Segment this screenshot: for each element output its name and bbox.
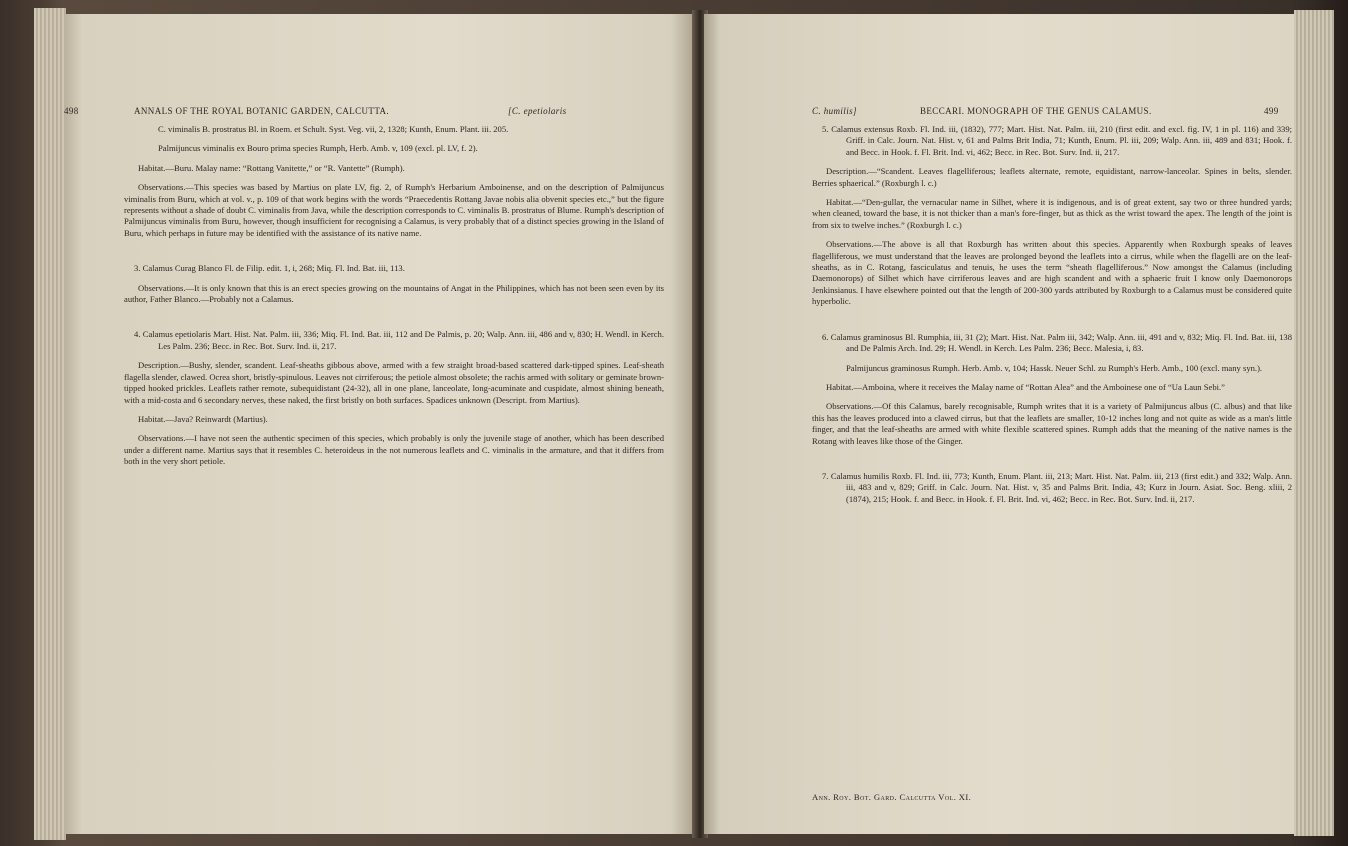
paragraph: Palmijuncus viminalis ex Bouro prima species Rumph, Herb. Amb. v, 109 (excl. pl. LV, f. 2). [158, 143, 478, 154]
paragraph: C. viminalis B. prostratus Bl. in Roem. et Schult. Syst. Veg. vii, 2, 1328; Kunth, Enum. Plant. iii. 205. [158, 124, 509, 134]
right-page-number: 499 [1264, 106, 1279, 116]
paragraph: Habitat.—Java? Reinwardt (Martius). [138, 413, 268, 424]
paragraph: Observations.—This species was based by Martius on plate LV, fig. 2, of Rumph's Herbarium Amboinense, and on the description of Palmijuncus viminalis from Buru, which at vol. v., p. 109 of that work begins with the words “Praecedentis Rottang Javae nobis alia obvenit species etc.,” but the figure represents without a shade of doubt C. viminalis from Java, while the description corresponds to C. viminalis B. prostratus of Blume. Rumph's description of Palmijuncus viminalis from Buru, however, though insufficient for recognising a Calamus, is very probably that of a distinct species growing in the Island of Buru, which perhaps in future may be identified with the assistance of its native name. [124, 182, 665, 238]
paragraph: Description.—Bushy, slender, scandent. Leaf-sheaths gibbous above, armed with a few straight broad-based scattered dark-tipped spines. Leaf-sheath flagella slender, clawed. Ocrea short, bristly-spinulous. Leaves not cirriferous; the petiole almost obsolete; the rachis armed with solitary or geminate brown-tipped hooked prickles. Leaflets rather remote, subequidistant (24-32), all in one plane, lanceolate, long-acuminate and cuspidate, almost shining beneath, with a mid-costa and 6 secondary nerves, these naked, the first bristly on both surfaces. Spadices unknown (Descript. from Martius). [124, 360, 664, 405]
left-column [124, 124, 664, 476]
paragraph: Observations.—The above is all that Roxburgh has written about this species. Apparently when Roxburgh speaks of leaves flagelliferous, we must understand that the leaves are prolonged beyond the leaflets into a cirrus, while when the flagelli are on the leaf-sheaths, as in C. Rotang, fasciculatus and tenuis, he uses the term “sheath flagelliferous.” Now amongst the Calamus (including Daemonorops) of Silhet which have cirriferous leaves and are high scandent and with a sphaeric fruit I know only Daemonorops Jenkinsianus. I have elsewhere pointed out that the length of 200-300 yards attributed by Roxburgh to a Calamus must be considered quite hyperbolic. [812, 239, 1292, 307]
paragraph: Description.—“Scandent. Leaves flagelliferous; leaflets alternate, remote, equidistant, narrow-lanceolar. Spines in belts, slender. Berries sphaerical.” (Roxburgh l. c.) [812, 166, 1292, 188]
species-entry: 6. Calamus graminosus Bl. Rumphia, iii, 31 (2); Mart. Hist. Nat. Palm iii, 342; Walp. Ann. iii, 491 and v, 832; Miq. Fl. Ind. Bat. iii, 138 and De Palmis Arch. Ind. 29; H. Wendl. in Kerch. Les Palm. 236; Becc. Malesia, i, 83. [822, 331, 1292, 354]
right-column [812, 124, 1292, 513]
species-entry: 4. Calamus epetiolaris Mart. Hist. Nat. Palm. iii, 336; Miq. Fl. Ind. Bat. iii, 112 and De Palmis, p. 20; Walp. Ann. iii, 486 and v, 830; H. Wendl. in Kerch. Les Palm. 236; Becc. in Rec. Bot. Surv. Ind. ii, 217. [134, 329, 664, 351]
right-page-edges [1294, 10, 1334, 836]
right-running-head: BECCARI. MONOGRAPH OF THE GENUS CALAMUS. [920, 106, 1152, 116]
paragraph: Observations.—It is only known that this is an erect species growing on the mountains of Angat in the Philippines, which has not been seen even by its author, Father Blanco.—Probably not a Calamus. [124, 282, 664, 305]
paragraph: Habitat.—Amboina, where it receives the Malay name of “Rottan Alea” and the Amboinese one of “Ua Laun Sebi.” [826, 381, 1225, 392]
right-page [704, 14, 1294, 834]
species-entry: 5. Calamus extensus Roxb. Fl. Ind. iii, (1832), 777; Mart. Hist. Nat. Palm. iii, 210 (first edit. and excl. fig. IV, 1 in pl. 116) and 339; Griff. in Calc. Journ. Nat. Hist. v, 61 and Palms Brit India, 71; Kunth, Enum. Pl. iii, 209; Walp. Ann. iii, 489 and 831; Hook. f. and Becc. in Hook. f. Fl. Brit. Ind. vi, 462; Becc. in Rec. Bot. Surv. Ind. ii, 217. [822, 124, 1292, 157]
paragraph: Observations.—I have not seen the authentic specimen of this species, which probably is only the juvenile stage of another, which has been described under a different name. Martius says that it resembles C. heteroideus in the not numerous leaflets and C. viminalis in the armature, and that it differs from both in the very short petiole. [124, 433, 664, 467]
left-page-number: 498 [64, 106, 79, 116]
right-running-head-species: C. humilis] [812, 106, 857, 116]
paragraph: Habitat.—Buru. Malay name: “Rottang Vanitette,” or “R. Vantette” (Rumph). [138, 162, 405, 173]
paragraph: Habitat.—“Den-gullar, the vernacular name in Silhet, where it is indigenous, and is of great extent, say two or three hundred yards; when cleaned, toward the base, it is not thicker than a man's fore-finger, but as thick as the wrist toward the apex. The length of the joint is from six to twelve inches.” (Roxburgh l. c.) [812, 197, 1292, 230]
left-page [64, 14, 696, 834]
paragraph: Observations.—Of this Calamus, barely recognisable, Rumph writes that it is a variety of Palmijuncus albus (C. albus) and that like this has the leaves produced into a clawed cirrus, but that the leaflets are smaller, 10-12 inches long and not quite as wide as a man's little finger, and that the leaf-sheaths are armed with white flexible scattered spines. Rumph adds that the meaning of the native names is the Rotang with leaves like those of the Ginger. [812, 401, 1292, 446]
left-running-head: ANNALS OF THE ROYAL BOTANIC GARDEN, CALCUTTA. [134, 106, 390, 116]
species-entry: 7. Calamus humilis Roxb. Fl. Ind. iii, 773; Kunth, Enum. Plant. iii, 213; Mart. Hist. Nat. Palm. iii, 213 (first edit.) and 332; Walp. Ann. iii, 483 and v, 829; Griff. in Calc. Journ. Nat. Hist. v, 35 and Palms Brit. India, 43; Kurz in Journ. Asiat. Soc. Beng. xliii, 2 (1874), 215; Hook. f. and Becc. in Hook. f. Fl. Brit. Ind. vi, 462; Becc. in Rec. Bot. Surv. Ind. ii, 217. [822, 470, 1292, 504]
left-page-edges [34, 8, 66, 840]
paragraph: Palmijuncus graminosus Rumph. Herb. Amb. v, 104; Hassk. Neuer Schl. zu Rumph's Herb. Amb., 100 (excl. many syn.). [846, 362, 1263, 373]
right-footer: Ann. Roy. Bot. Gard. Calcutta Vol. XI. [812, 792, 972, 802]
left-running-head-species: [C. epetiolaris [508, 106, 567, 116]
species-entry: 3. Calamus Curag Blanco Fl. de Filip. edit. 1, i, 268; Miq. Fl. Ind. Bat. iii, 113. [134, 263, 405, 274]
